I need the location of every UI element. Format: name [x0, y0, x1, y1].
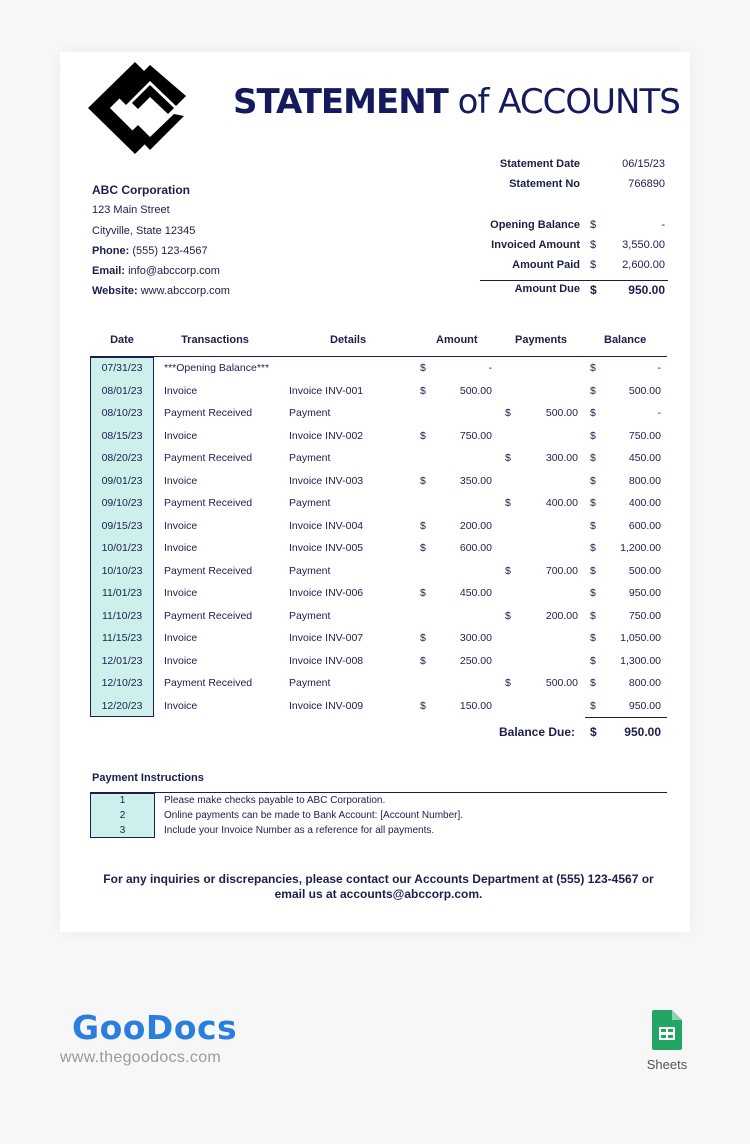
- cell-payment: 700.00: [545, 564, 578, 577]
- opening-balance-label: Opening Balance: [490, 218, 580, 231]
- cell-date: 11/10/23: [101, 609, 143, 622]
- amount-paid-row: [480, 259, 668, 280]
- instruction-text: Online payments can be made to Bank Account: [Account Number].: [164, 810, 464, 821]
- header-amount: Amount: [436, 334, 478, 346]
- company-name: ABC Corporation: [92, 183, 190, 197]
- cell-amount: 300.00: [459, 632, 492, 644]
- currency-symbol: $: [420, 429, 426, 442]
- transactions-table: [90, 328, 667, 747]
- cell-date: 08/10/23: [101, 407, 143, 419]
- table-row: [90, 672, 667, 695]
- cell-transaction: Invoice: [164, 654, 198, 667]
- statement-date-label: Statement Date: [499, 158, 580, 170]
- brand-name: GooDocs: [72, 1008, 238, 1047]
- table-body: [90, 357, 667, 717]
- cell-date: 09/15/23: [101, 519, 143, 532]
- cell-details: Payment: [289, 609, 331, 622]
- currency-symbol: $: [590, 587, 596, 599]
- table-row: [90, 537, 667, 560]
- instruction-number: 3: [119, 825, 126, 836]
- currency-symbol: $: [590, 218, 597, 231]
- cell-transaction: Invoice: [164, 429, 198, 442]
- email-label: Email:: [92, 265, 126, 278]
- company-email: [92, 261, 230, 281]
- table-row: [90, 447, 667, 470]
- amount-due-row: [480, 283, 668, 303]
- balance-due-label: Balance Due:: [499, 725, 576, 739]
- currency-symbol: $: [590, 497, 596, 509]
- header-payments: Payments: [515, 334, 567, 346]
- cell-transaction: Invoice: [164, 519, 198, 532]
- website-label: Website:: [92, 285, 138, 298]
- cell-balance: -: [657, 407, 661, 419]
- table-row: [90, 470, 667, 493]
- currency-symbol: $: [420, 699, 426, 712]
- cell-balance: 750.00: [628, 609, 661, 622]
- table-row: [90, 425, 667, 448]
- table-row: [90, 357, 667, 380]
- table-row: [90, 402, 667, 425]
- instruction-row: [90, 793, 667, 808]
- document-title: [233, 82, 680, 122]
- cell-payment: 200.00: [545, 609, 578, 622]
- currency-symbol: $: [590, 519, 596, 532]
- cell-amount: 500.00: [459, 384, 492, 397]
- cell-transaction: Payment Received: [164, 677, 253, 689]
- title-bold: STATEMENT: [233, 82, 448, 122]
- cell-transaction: Invoice: [164, 699, 198, 712]
- cell-details: Payment: [289, 564, 331, 577]
- cell-date: 07/31/23: [101, 362, 143, 374]
- company-phone: [92, 241, 230, 261]
- currency-symbol: $: [590, 239, 597, 252]
- currency-symbol: $: [590, 632, 596, 644]
- cell-balance: 950.00: [628, 699, 661, 712]
- amount-due-label: Amount Due: [514, 282, 580, 295]
- cell-date: 08/01/23: [101, 384, 143, 397]
- header-details: Details: [330, 334, 367, 346]
- cell-details: Invoice INV-006: [289, 587, 364, 599]
- currency-symbol: $: [420, 654, 426, 667]
- opening-balance-value: -: [661, 218, 665, 231]
- currency-symbol: $: [590, 699, 596, 712]
- currency-symbol: $: [590, 654, 596, 667]
- cell-payment: 300.00: [545, 452, 578, 464]
- cell-amount: 750.00: [459, 429, 492, 442]
- cell-details: Invoice INV-005: [289, 542, 364, 554]
- cell-date: 09/01/23: [101, 474, 143, 487]
- table-row: [90, 627, 667, 650]
- currency-symbol: $: [590, 429, 596, 442]
- cell-transaction: ***Opening Balance***: [164, 362, 270, 374]
- currency-symbol: $: [420, 587, 426, 599]
- cell-balance: -: [657, 362, 661, 374]
- payment-instructions-title: Payment Instructions: [92, 772, 204, 784]
- cell-balance: 800.00: [628, 474, 661, 487]
- currency-symbol: $: [590, 564, 596, 577]
- cell-transaction: Payment Received: [164, 609, 253, 622]
- currency-symbol: $: [420, 384, 426, 397]
- cell-details: Invoice INV-004: [289, 519, 364, 532]
- cell-balance: 1,200.00: [620, 542, 661, 554]
- table-header: [90, 328, 667, 357]
- cell-payment: 500.00: [545, 677, 578, 689]
- statement-date-value: 06/15/23: [622, 158, 665, 170]
- cell-details: Payment: [289, 452, 331, 464]
- cell-details: Payment: [289, 677, 331, 689]
- sheets-icon: [652, 1010, 682, 1050]
- cell-balance: 950.00: [628, 587, 661, 599]
- email-value: info@abccorp.com: [128, 265, 220, 278]
- cell-details: Invoice INV-001: [289, 384, 364, 397]
- goodocs-logo[interactable]: [72, 1008, 237, 1047]
- cell-payment: 400.00: [545, 497, 578, 509]
- table-row: [90, 560, 667, 583]
- cell-details: Invoice INV-002: [289, 429, 364, 442]
- cell-amount: 250.00: [459, 654, 492, 667]
- company-logo: [88, 62, 186, 154]
- currency-symbol: $: [505, 452, 511, 464]
- cell-balance: 500.00: [628, 564, 661, 577]
- currency-symbol: $: [420, 362, 426, 374]
- currency-symbol: $: [505, 407, 511, 419]
- currency-symbol: $: [420, 474, 426, 487]
- cell-amount: 200.00: [459, 519, 492, 532]
- currency-symbol: $: [590, 677, 596, 689]
- currency-symbol: $: [590, 474, 596, 487]
- cell-amount: 450.00: [459, 587, 492, 599]
- cell-details: Invoice INV-009: [289, 699, 364, 712]
- cell-amount: 600.00: [459, 542, 492, 554]
- cell-date: 11/15/23: [101, 632, 143, 644]
- sheets-badge[interactable]: [644, 1010, 690, 1072]
- cell-balance: 800.00: [628, 677, 661, 689]
- cell-date: 11/01/23: [101, 587, 143, 599]
- statement-no-label: Statement No: [509, 178, 580, 191]
- instruction-row: [90, 823, 667, 838]
- table-row: [90, 515, 667, 538]
- cell-date: 08/15/23: [101, 429, 143, 442]
- instruction-text: Please make checks payable to ABC Corporation.: [164, 795, 386, 806]
- cell-date: 12/10/23: [101, 677, 143, 689]
- balance-due-value: 950.00: [624, 725, 661, 739]
- instruction-text: Include your Invoice Number as a reference for all payments.: [164, 825, 435, 836]
- invoiced-amount-row: [480, 239, 668, 259]
- instruction-number: 2: [119, 810, 126, 821]
- statement-page: [60, 52, 690, 932]
- cell-transaction: Payment Received: [164, 497, 253, 509]
- currency-symbol: $: [590, 452, 596, 464]
- cell-balance: 1,300.00: [620, 654, 661, 667]
- cell-balance: 750.00: [628, 429, 661, 442]
- amount-paid-label: Amount Paid: [512, 259, 580, 272]
- company-street: 123 Main Street: [92, 204, 170, 217]
- contact-note: For any inquiries or discrepancies, please contact our Accounts Department at (555) 123-4567 or email us at accounts@abccorp.com.: [103, 872, 654, 901]
- currency-symbol: $: [590, 384, 596, 397]
- currency-symbol: $: [505, 497, 511, 509]
- amount-due-value: 950.00: [628, 282, 665, 297]
- currency-symbol: $: [420, 632, 426, 644]
- currency-symbol: $: [590, 407, 596, 419]
- phone-label: Phone:: [92, 244, 130, 257]
- cell-amount: -: [488, 362, 492, 374]
- company-info: [92, 180, 230, 302]
- currency-symbol: $: [420, 519, 426, 532]
- invoiced-amount-value: 3,550.00: [622, 239, 665, 252]
- header-transactions: Transactions: [181, 334, 249, 346]
- table-row: [90, 650, 667, 673]
- balance-due-currency: $: [590, 725, 597, 739]
- amount-paid-value: 2,600.00: [622, 259, 665, 272]
- cell-amount: 350.00: [459, 474, 492, 487]
- statement-no-row: [480, 178, 668, 198]
- cell-payment: 500.00: [545, 407, 578, 419]
- invoiced-amount-label: Invoiced Amount: [491, 239, 580, 252]
- balance-due-row: [90, 717, 667, 747]
- header-balance: Balance: [604, 334, 647, 346]
- cell-details: Invoice INV-007: [289, 632, 364, 644]
- company-website: [92, 281, 230, 301]
- cell-date: 10/01/23: [101, 542, 143, 554]
- cell-balance: 1,050.00: [620, 632, 661, 644]
- cell-transaction: Invoice: [164, 587, 198, 599]
- table-row: [90, 582, 667, 605]
- title-of: of: [457, 82, 489, 122]
- opening-balance-row: [480, 219, 668, 239]
- cell-transaction: Invoice: [164, 632, 198, 644]
- brand-url[interactable]: www.thegoodocs.com: [60, 1049, 222, 1066]
- cell-amount: 150.00: [459, 699, 492, 712]
- cell-balance: 450.00: [628, 452, 661, 464]
- table-row: [90, 380, 667, 403]
- cell-balance: 500.00: [628, 384, 661, 397]
- cell-transaction: Payment Received: [164, 564, 253, 577]
- instruction-row: [90, 808, 667, 823]
- cell-transaction: Invoice: [164, 542, 198, 554]
- cell-transaction: Payment Received: [164, 407, 253, 419]
- cell-details: Invoice INV-008: [289, 654, 364, 667]
- cell-details: Payment: [289, 497, 331, 509]
- cell-balance: 600.00: [628, 519, 661, 532]
- payment-instructions-table: [90, 792, 667, 838]
- cell-date: 12/01/23: [101, 654, 143, 667]
- instruction-number: 1: [119, 795, 126, 806]
- table-row: [90, 492, 667, 515]
- cell-transaction: Invoice: [164, 384, 198, 397]
- currency-symbol: $: [505, 677, 511, 689]
- currency-symbol: $: [590, 542, 596, 554]
- table-row: [90, 695, 667, 718]
- cell-transaction: Invoice: [164, 474, 198, 487]
- cell-details: Payment: [289, 407, 331, 419]
- header-date: Date: [110, 334, 134, 346]
- currency-symbol: $: [590, 259, 597, 272]
- table-row: [90, 605, 667, 628]
- currency-symbol: $: [590, 362, 596, 374]
- cell-details: Invoice INV-003: [289, 474, 364, 487]
- cell-date: 08/20/23: [101, 452, 143, 464]
- currency-symbol: $: [590, 282, 597, 297]
- currency-symbol: $: [590, 609, 596, 622]
- currency-symbol: $: [505, 564, 511, 577]
- phone-value: (555) 123-4567: [132, 244, 208, 257]
- statement-date-row: [480, 158, 668, 178]
- currency-symbol: $: [420, 542, 426, 554]
- cell-date: 09/10/23: [101, 497, 143, 509]
- cell-balance: 400.00: [628, 497, 661, 509]
- cell-date: 12/20/23: [101, 699, 143, 712]
- statement-summary: [480, 158, 668, 303]
- cell-date: 10/10/23: [101, 564, 143, 577]
- currency-symbol: $: [505, 609, 511, 622]
- cell-transaction: Payment Received: [164, 452, 253, 464]
- sheets-label: Sheets: [646, 1057, 688, 1072]
- company-city: Cityville, State 12345: [92, 224, 196, 237]
- title-rest: ACCOUNTS: [498, 82, 680, 122]
- statement-no-value: 766890: [628, 178, 665, 191]
- website-value: www.abccorp.com: [140, 285, 230, 298]
